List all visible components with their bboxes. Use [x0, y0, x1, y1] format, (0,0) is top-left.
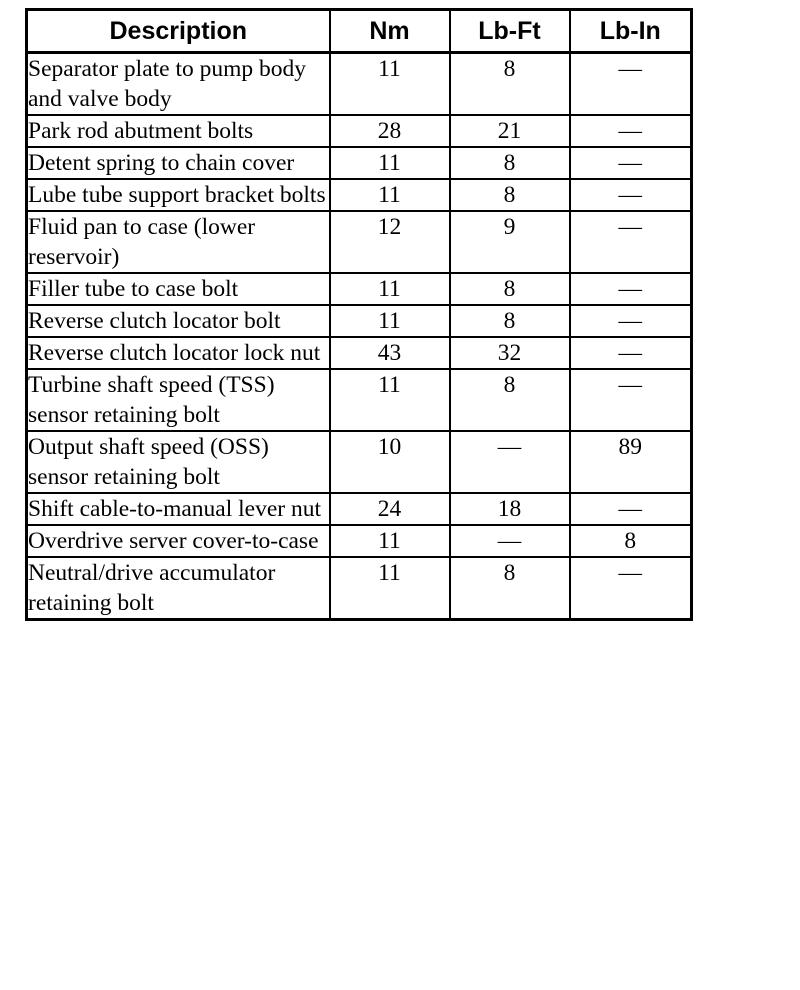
row-nm-value: 11: [330, 147, 450, 179]
row-lb-ft-value: 32: [450, 337, 570, 369]
row-nm-value: 12: [330, 211, 450, 273]
row-description: Detent spring to chain cover: [27, 147, 330, 179]
row-nm-value: 10: [330, 431, 450, 493]
row-nm-value: 28: [330, 115, 450, 147]
row-description: Neutral/drive accumulator retaining bolt: [27, 557, 330, 620]
header-lb-ft: Lb-Ft: [450, 10, 570, 53]
row-lb-in-value: —: [570, 211, 692, 273]
row-description: Lube tube support bracket bolts: [27, 179, 330, 211]
row-nm-value: 11: [330, 53, 450, 116]
header-nm: Nm: [330, 10, 450, 53]
row-lb-in-value: —: [570, 369, 692, 431]
table-row: [27, 53, 692, 116]
row-description: Park rod abutment bolts: [27, 115, 330, 147]
table-row: [27, 273, 692, 305]
row-description: Turbine shaft speed (TSS) sensor retaining bolt: [27, 369, 330, 431]
table-body: [27, 53, 692, 620]
row-lb-in-value: —: [570, 53, 692, 116]
row-lb-in-value: —: [570, 493, 692, 525]
table-row: [27, 305, 692, 337]
row-description: Fluid pan to case (lower reservoir): [27, 211, 330, 273]
torque-spec-table: [25, 8, 693, 621]
row-lb-ft-value: 8: [450, 147, 570, 179]
row-nm-value: 11: [330, 179, 450, 211]
row-nm-value: 11: [330, 273, 450, 305]
row-nm-value: 43: [330, 337, 450, 369]
row-lb-in-value: —: [570, 337, 692, 369]
row-lb-in-value: —: [570, 273, 692, 305]
row-description: Separator plate to pump body and valve body: [27, 53, 330, 116]
table-row: [27, 337, 692, 369]
header-description: Description: [27, 10, 330, 53]
row-lb-in-value: 8: [570, 525, 692, 557]
row-lb-ft-value: 8: [450, 557, 570, 620]
row-lb-in-value: —: [570, 179, 692, 211]
row-lb-in-value: —: [570, 557, 692, 620]
row-nm-value: 11: [330, 557, 450, 620]
table-row: [27, 147, 692, 179]
table-header-row: [27, 10, 692, 53]
table-row: [27, 493, 692, 525]
row-lb-ft-value: 8: [450, 369, 570, 431]
row-description: Output shaft speed (OSS) sensor retaining bolt: [27, 431, 330, 493]
header-lb-in: Lb-In: [570, 10, 692, 53]
row-lb-ft-value: —: [450, 431, 570, 493]
row-nm-value: 11: [330, 369, 450, 431]
row-lb-in-value: 89: [570, 431, 692, 493]
row-lb-ft-value: 8: [450, 305, 570, 337]
table-row: [27, 211, 692, 273]
row-nm-value: 11: [330, 305, 450, 337]
table-row: [27, 431, 692, 493]
table-row: [27, 115, 692, 147]
row-lb-in-value: —: [570, 305, 692, 337]
row-description: Reverse clutch locator bolt: [27, 305, 330, 337]
row-lb-ft-value: 9: [450, 211, 570, 273]
row-lb-ft-value: 21: [450, 115, 570, 147]
row-lb-ft-value: 8: [450, 53, 570, 116]
row-lb-ft-value: 8: [450, 179, 570, 211]
table-row: [27, 557, 692, 620]
table-row: [27, 179, 692, 211]
row-lb-ft-value: 18: [450, 493, 570, 525]
row-nm-value: 24: [330, 493, 450, 525]
table-row: [27, 525, 692, 557]
table-row: [27, 369, 692, 431]
row-lb-in-value: —: [570, 147, 692, 179]
row-description: Overdrive server cover-to-case: [27, 525, 330, 557]
row-lb-ft-value: —: [450, 525, 570, 557]
row-description: Reverse clutch locator lock nut: [27, 337, 330, 369]
row-lb-in-value: —: [570, 115, 692, 147]
row-lb-ft-value: 8: [450, 273, 570, 305]
row-nm-value: 11: [330, 525, 450, 557]
row-description: Filler tube to case bolt: [27, 273, 330, 305]
row-description: Shift cable-to-manual lever nut: [27, 493, 330, 525]
